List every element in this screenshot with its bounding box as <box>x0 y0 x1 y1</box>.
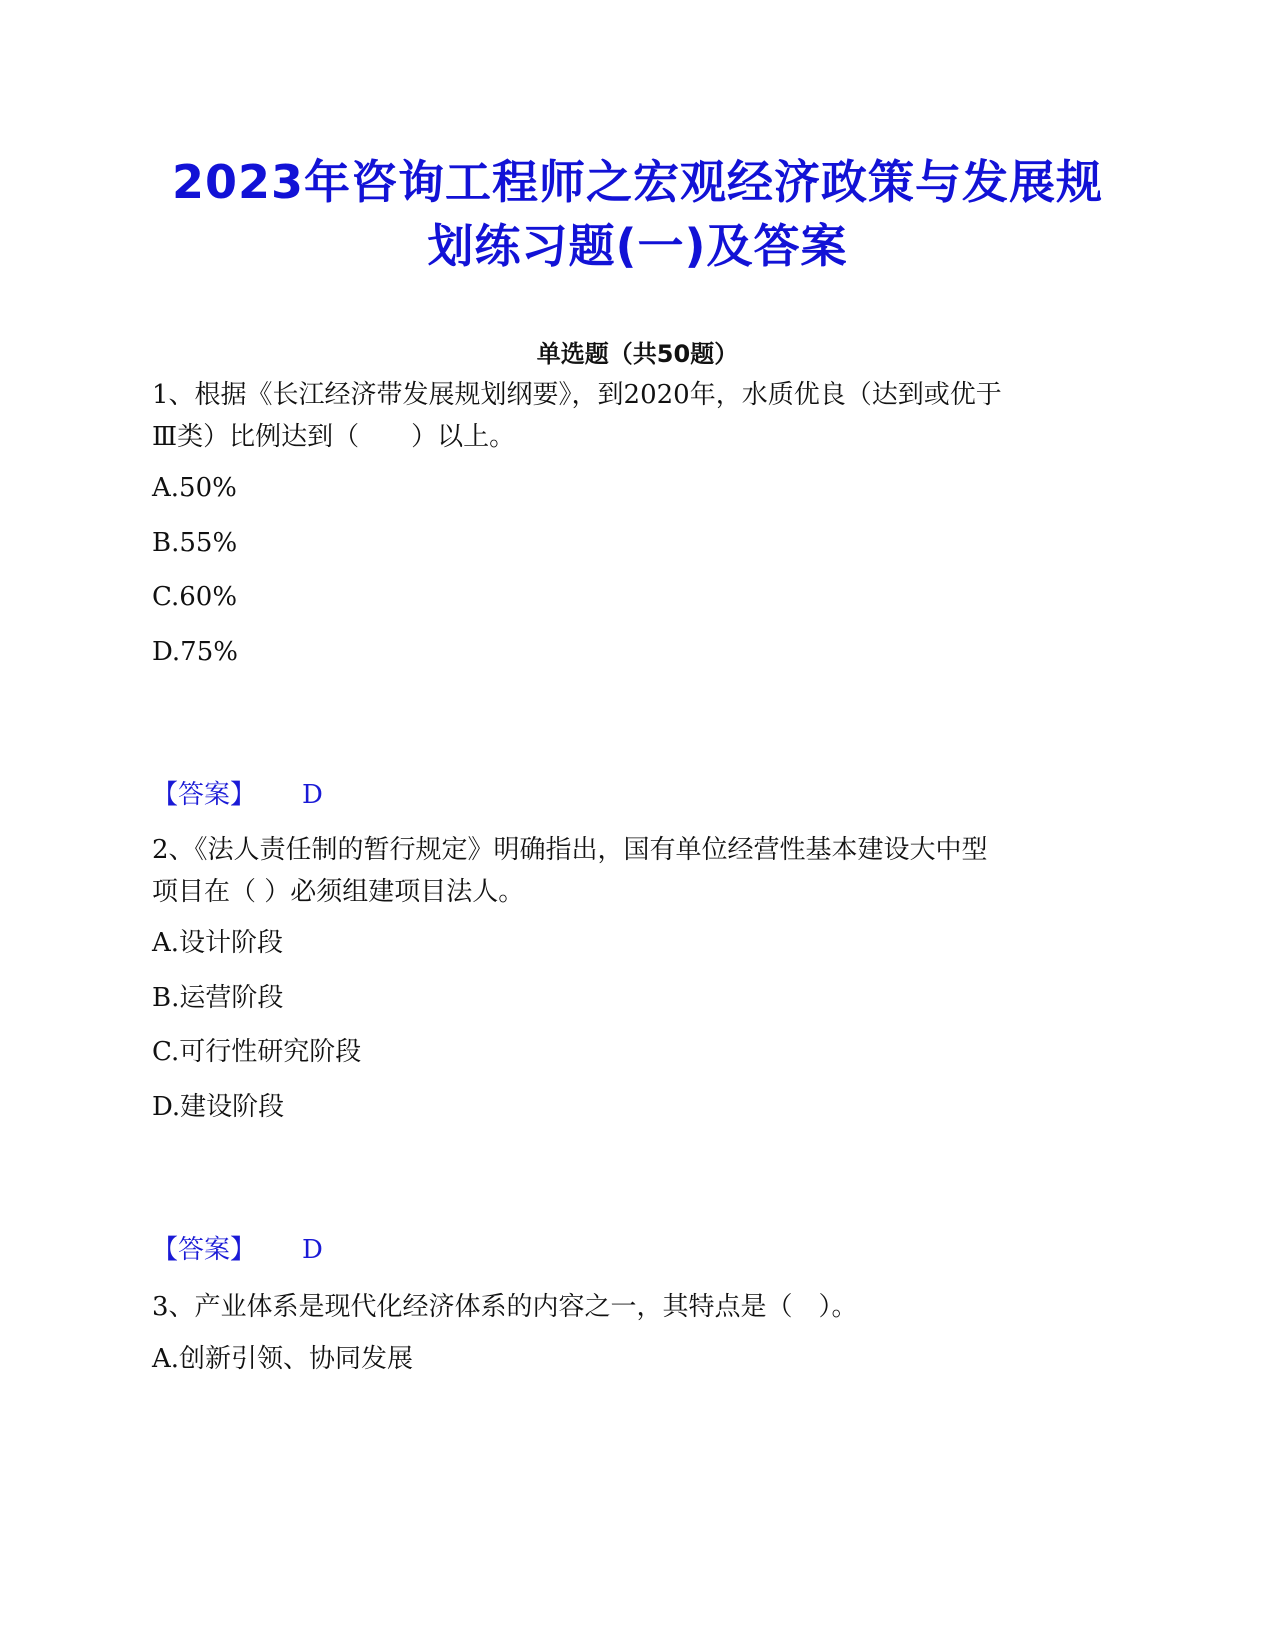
answer-label: 【答案】 <box>152 1235 257 1265</box>
question-1-option-d: D.75% <box>152 637 238 667</box>
document-title <box>140 150 1135 278</box>
section-title: 单选题（共50题） <box>536 340 739 368</box>
question-3-text <box>152 1286 1112 1328</box>
question-2-line-1: 2、《法人责任制的暂行规定》明确指出，国有单位经营性基本建设大中型 <box>152 835 988 865</box>
question-2-line-2: 项目在（ ）必须组建项目法人。 <box>152 877 525 907</box>
question-1-option-b: B.55% <box>152 528 238 558</box>
question-1-line-1: 1、根据《长江经济带发展规划纲要》，到2020年，水质优良（达到或优于 <box>152 380 1002 410</box>
question-2-option-a: A.设计阶段 <box>152 928 284 958</box>
answer-value: D <box>302 780 323 810</box>
answer-value: D <box>302 1235 323 1265</box>
question-1-option-a: A.50% <box>152 473 237 503</box>
document-title-line-2: 划练习题(一)及答案 <box>427 219 848 273</box>
question-2-text <box>152 829 1112 913</box>
question-2-option-d: D.建设阶段 <box>152 1092 285 1122</box>
question-1-option-c: C.60% <box>152 582 238 612</box>
question-3-line-1: 3、产业体系是现代化经济体系的内容之一，其特点是（ ）。 <box>152 1292 858 1322</box>
question-1-text <box>152 374 1112 458</box>
question-1-line-2: Ⅲ类）比例达到（ ）以上。 <box>152 422 516 452</box>
question-2-option-b: B.运营阶段 <box>152 983 284 1013</box>
question-2-option-c: C.可行性研究阶段 <box>152 1037 362 1067</box>
question-2-answer <box>152 1232 323 1268</box>
document-title-line-1: 2023年咨询工程师之宏观经济政策与发展规 <box>171 155 1104 209</box>
answer-label: 【答案】 <box>152 780 257 810</box>
question-3-option-a: A.创新引领、协同发展 <box>152 1344 414 1374</box>
question-1-answer <box>152 777 323 813</box>
